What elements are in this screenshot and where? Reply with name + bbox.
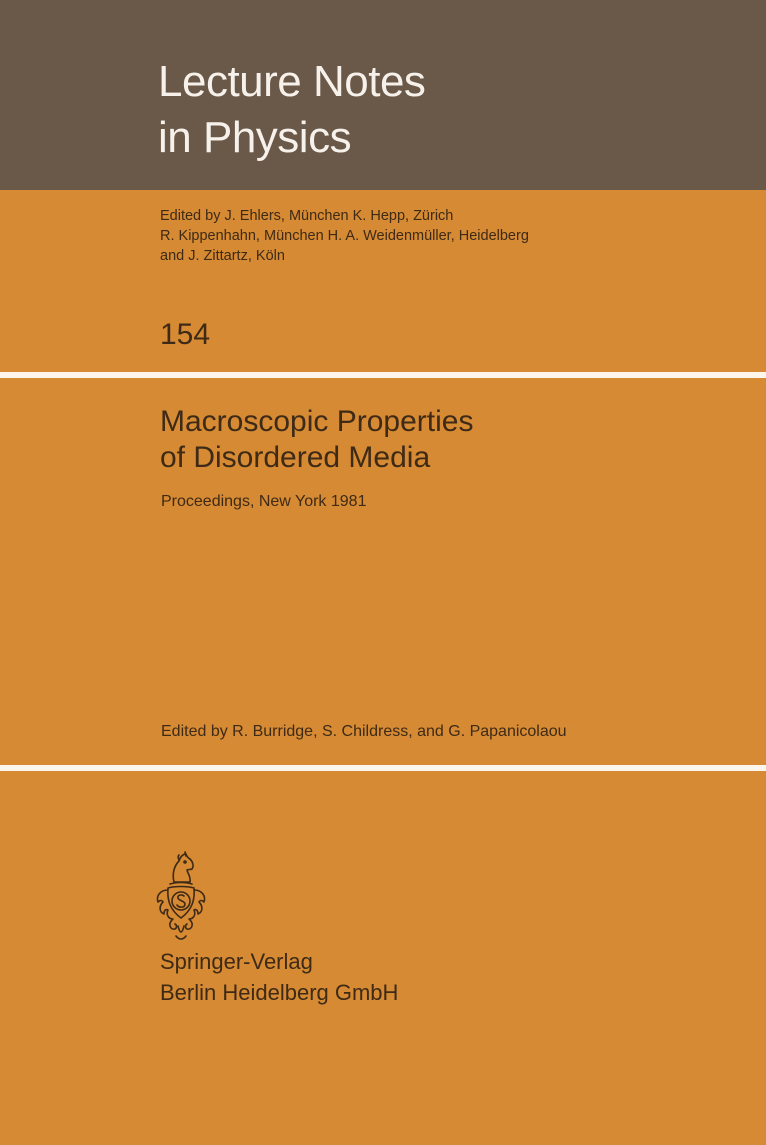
book-title-line2: of Disordered Media xyxy=(160,441,431,474)
series-title xyxy=(158,54,425,166)
springer-knight-logo-icon xyxy=(152,848,210,944)
divider-bottom xyxy=(0,765,766,771)
publisher-line1: Springer-Verlag xyxy=(160,949,313,974)
volume-number: 154 xyxy=(160,318,211,351)
book-title-line1: Macroscopic Properties xyxy=(160,405,474,438)
series-editors-line3: and J. Zittartz, Köln xyxy=(160,248,285,264)
publisher-line2: Berlin Heidelberg GmbH xyxy=(160,980,399,1005)
series-header-band xyxy=(0,0,766,190)
series-editors xyxy=(160,206,529,266)
series-title-line1: Lecture Notes xyxy=(158,57,426,106)
book-title xyxy=(160,404,473,476)
book-subtitle: Proceedings, New York 1981 xyxy=(161,493,367,510)
volume-editors: Edited by R. Burridge, S. Childress, and G. Papanicolaou xyxy=(161,723,567,740)
divider-top xyxy=(0,372,766,378)
publisher xyxy=(160,946,398,1008)
series-editors-line1: Edited by J. Ehlers, München K. Hepp, Zürich xyxy=(160,208,454,224)
series-title-line2: in Physics xyxy=(158,113,352,162)
series-editors-line2: R. Kippenhahn, München H. A. Weidenmüller, Heidelberg xyxy=(160,228,529,244)
